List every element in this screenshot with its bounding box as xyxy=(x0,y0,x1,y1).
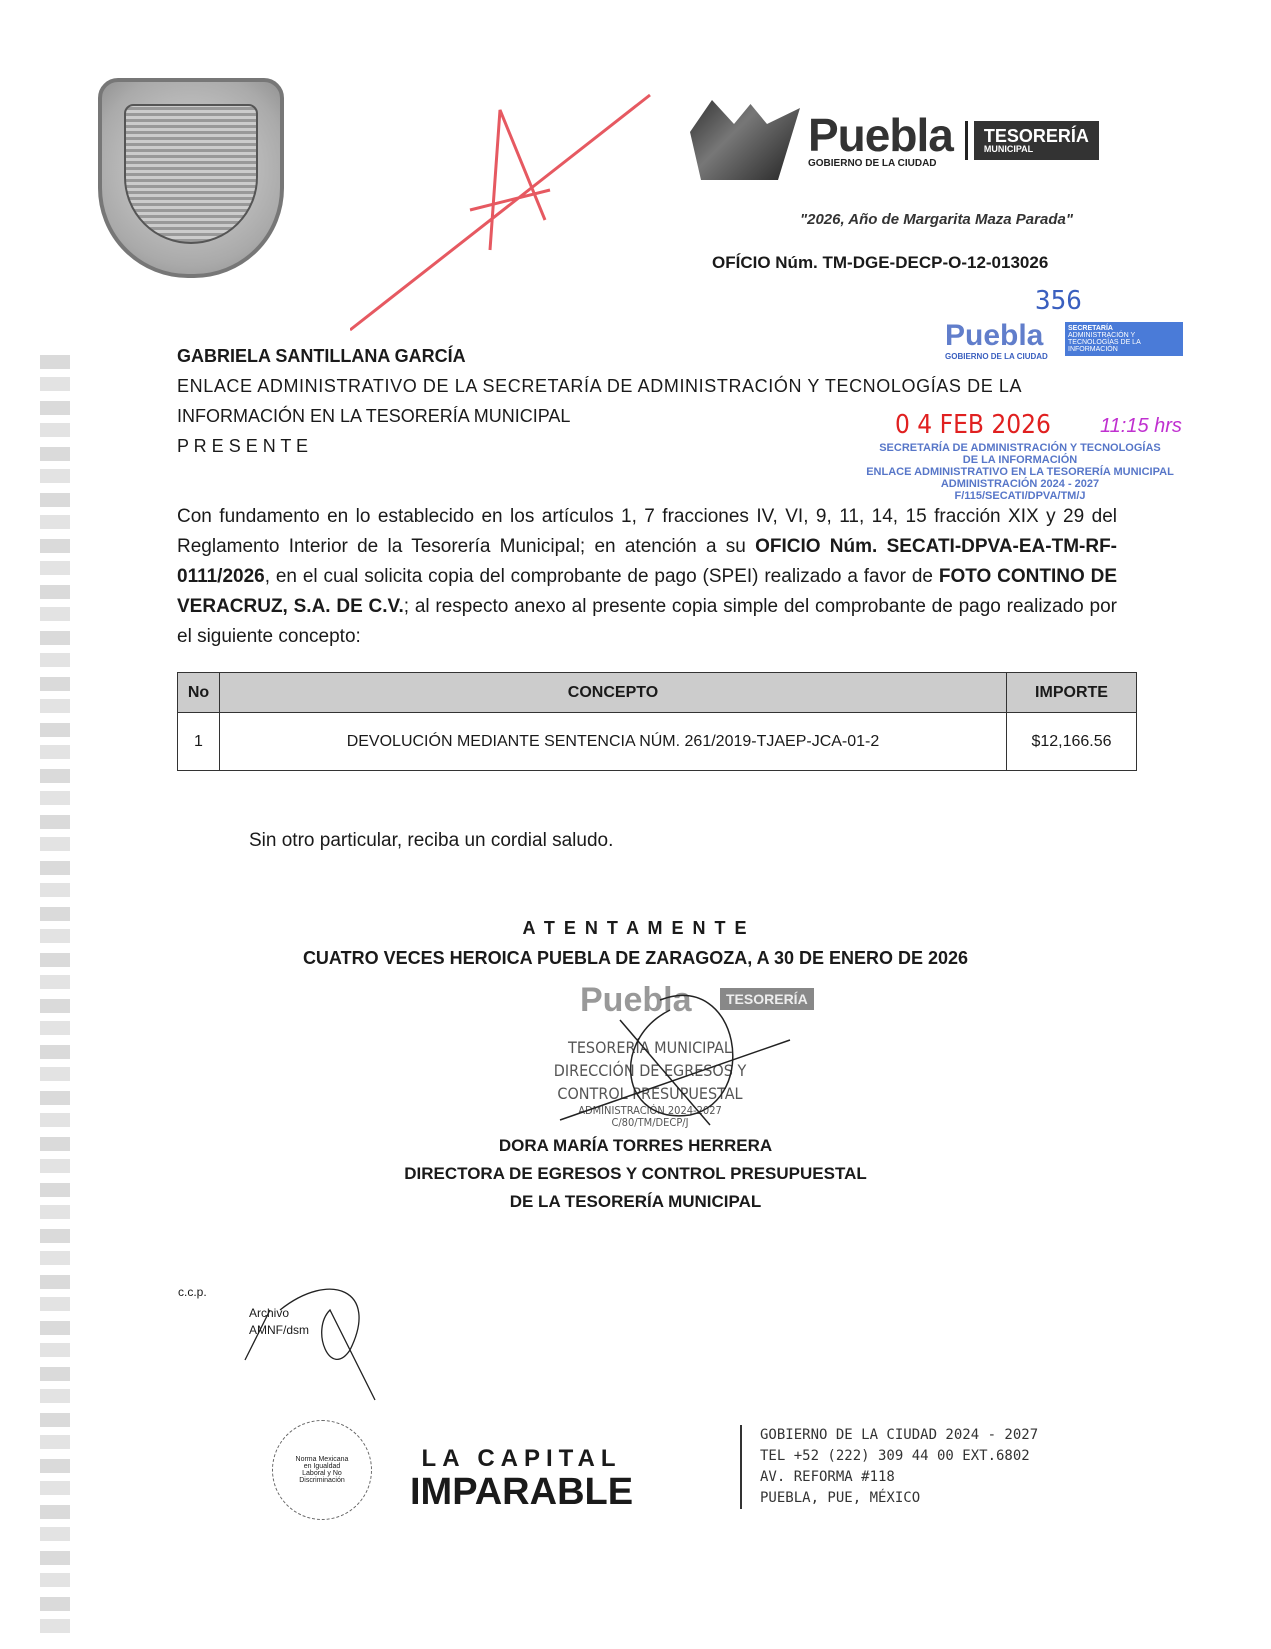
company-name: FOTO CONTINO DE VERACRUZ, S.A. DE C.V. xyxy=(177,566,1118,617)
signer-title-2: DE LA TESORERÍA MUNICIPAL xyxy=(509,1192,762,1211)
received-date: 0 4 FEB 2026 xyxy=(895,410,1051,440)
ccp-block: Archivo AMNF/dsm xyxy=(249,1306,309,1337)
decorative-border xyxy=(30,355,80,1635)
header-no: No xyxy=(178,673,220,713)
presente: P R E S E N T E xyxy=(177,436,309,456)
header-concepto: CONCEPTO xyxy=(220,673,1007,713)
handwritten-signature xyxy=(540,980,800,1130)
stamp-line: DE LA INFORMACIÓN xyxy=(962,454,1078,466)
recipient-position: ENLACE ADMINISTRATIVO DE LA SECRETARÍA DE ADMINISTRACIÓN Y TECNOLOGÍAS DE LA xyxy=(177,376,1023,396)
dept-name: TESORERÍA xyxy=(983,125,1089,146)
puebla-tesoreria-logo xyxy=(690,100,1099,180)
initials-signature xyxy=(240,1270,390,1405)
stamp-line: F/115/SECATI/DPVA/TM/J xyxy=(954,490,1086,502)
signature-stamp: Puebla TESORERÍA TESORERÍA MUNICIPAL DIRECCIÓN DE EGRESOS Y CONTROL PRESUPUESTAL ADMINISTRACIÓN 2024-2027 C/80/TM/DECP/J xyxy=(480,980,810,1130)
header-importe: IMPORTE xyxy=(1007,673,1137,713)
logo-art-icon xyxy=(690,100,800,180)
slogan-logo: LA CAPITAL IMPARABLE xyxy=(410,1445,634,1513)
equality-seal: Norma Mexicana en Igualdad Laboral y No Discriminación xyxy=(272,1420,372,1520)
red-pencil-mark xyxy=(350,90,670,350)
recipient-position-2: INFORMACIÓN EN LA TESORERÍA MUNICIPAL xyxy=(177,406,571,426)
logo-subtitle: GOBIERNO DE LA CIUDAD xyxy=(808,157,937,169)
closing-text: Sin otro particular, reciba un cordial saludo. xyxy=(249,830,614,851)
stamp-brand-sub: GOBIERNO DE LA CIUDAD xyxy=(945,352,1048,361)
city-seal-logo xyxy=(98,78,284,278)
folio-number: 356 xyxy=(1035,286,1082,316)
ccp-label: c.c.p. xyxy=(178,1285,207,1299)
signer-name: DORA MARÍA TORRES HERRERA xyxy=(498,1136,773,1155)
year-motto: "2026, Año de Margarita Maza Parada" xyxy=(800,211,1073,228)
stamp-line: ENLACE ADMINISTRATIVO EN LA TESORERÍA MUNICIPAL xyxy=(866,466,1174,478)
recipient-name: GABRIELA SANTILLANA GARCÍA xyxy=(177,346,466,366)
footer-address: GOBIERNO DE LA CIUDAD 2024 - 2027 TEL +52 (222) 309 44 00 EXT.6802 AV. REFORMA #118 PUEBLA, PUE, MÉXICO xyxy=(740,1425,1038,1509)
stamp-brand: Puebla xyxy=(945,319,1044,352)
stamp-secretaria-box: SECRETARÍA ADMINISTRACIÓN Y TECNOLOGÍAS DE LA INFORMACIÓN xyxy=(1065,322,1183,356)
dept-sub: MUNICIPAL xyxy=(983,143,1034,154)
stamp-line: ADMINISTRACIÓN 2024 - 2027 xyxy=(940,478,1100,490)
atentamente: A T E N T A M E N T E xyxy=(522,918,749,938)
stamp-line: SECRETARÍA DE ADMINISTRACIÓN Y TECNOLOGÍAS xyxy=(879,442,1161,454)
reference-oficio: OFICIO Núm. SECATI-DPVA-EA-TM-RF-0111/2026 xyxy=(177,536,1118,587)
oficio-number: OFÍCIO Núm. TM-DGE-DECP-O-12-013026 xyxy=(712,253,1049,272)
logo-brand: Puebla xyxy=(808,108,953,161)
place-date: CUATRO VECES HEROICA PUEBLA DE ZARAGOZA, A 30 DE ENERO DE 2026 xyxy=(302,948,969,968)
body-paragraph: Con fundamento en lo establecido en los artículos 1, 7 fracciones IV, VI, 9, 11, 14, 15 fracción XIX y 29 del Reglamento Interior de la Tesorería Municipal; en atención a su OFICIO Núm. SECATI-DPVA-EA-TM-RF-0111/2026, en el cual solicita copia del comprobante de pago (SPEI) realizado a favor de FOTO CONTINO DE VERACRUZ, S.A. DE C.V.; al respecto anexo al presente copia simple del comprobante de pago realizado por el siguiente concepto: xyxy=(177,506,1118,647)
concept-table xyxy=(177,672,1137,771)
received-time: 11:15 hrs xyxy=(1100,415,1182,437)
table-row: 1 DEVOLUCIÓN MEDIANTE SENTENCIA NÚM. 261/2019-TJAEP-JCA-01-2 $12,166.56 xyxy=(178,713,1137,771)
signer-title: DIRECTORA DE EGRESOS Y CONTROL PRESUPUESTAL xyxy=(404,1164,867,1183)
